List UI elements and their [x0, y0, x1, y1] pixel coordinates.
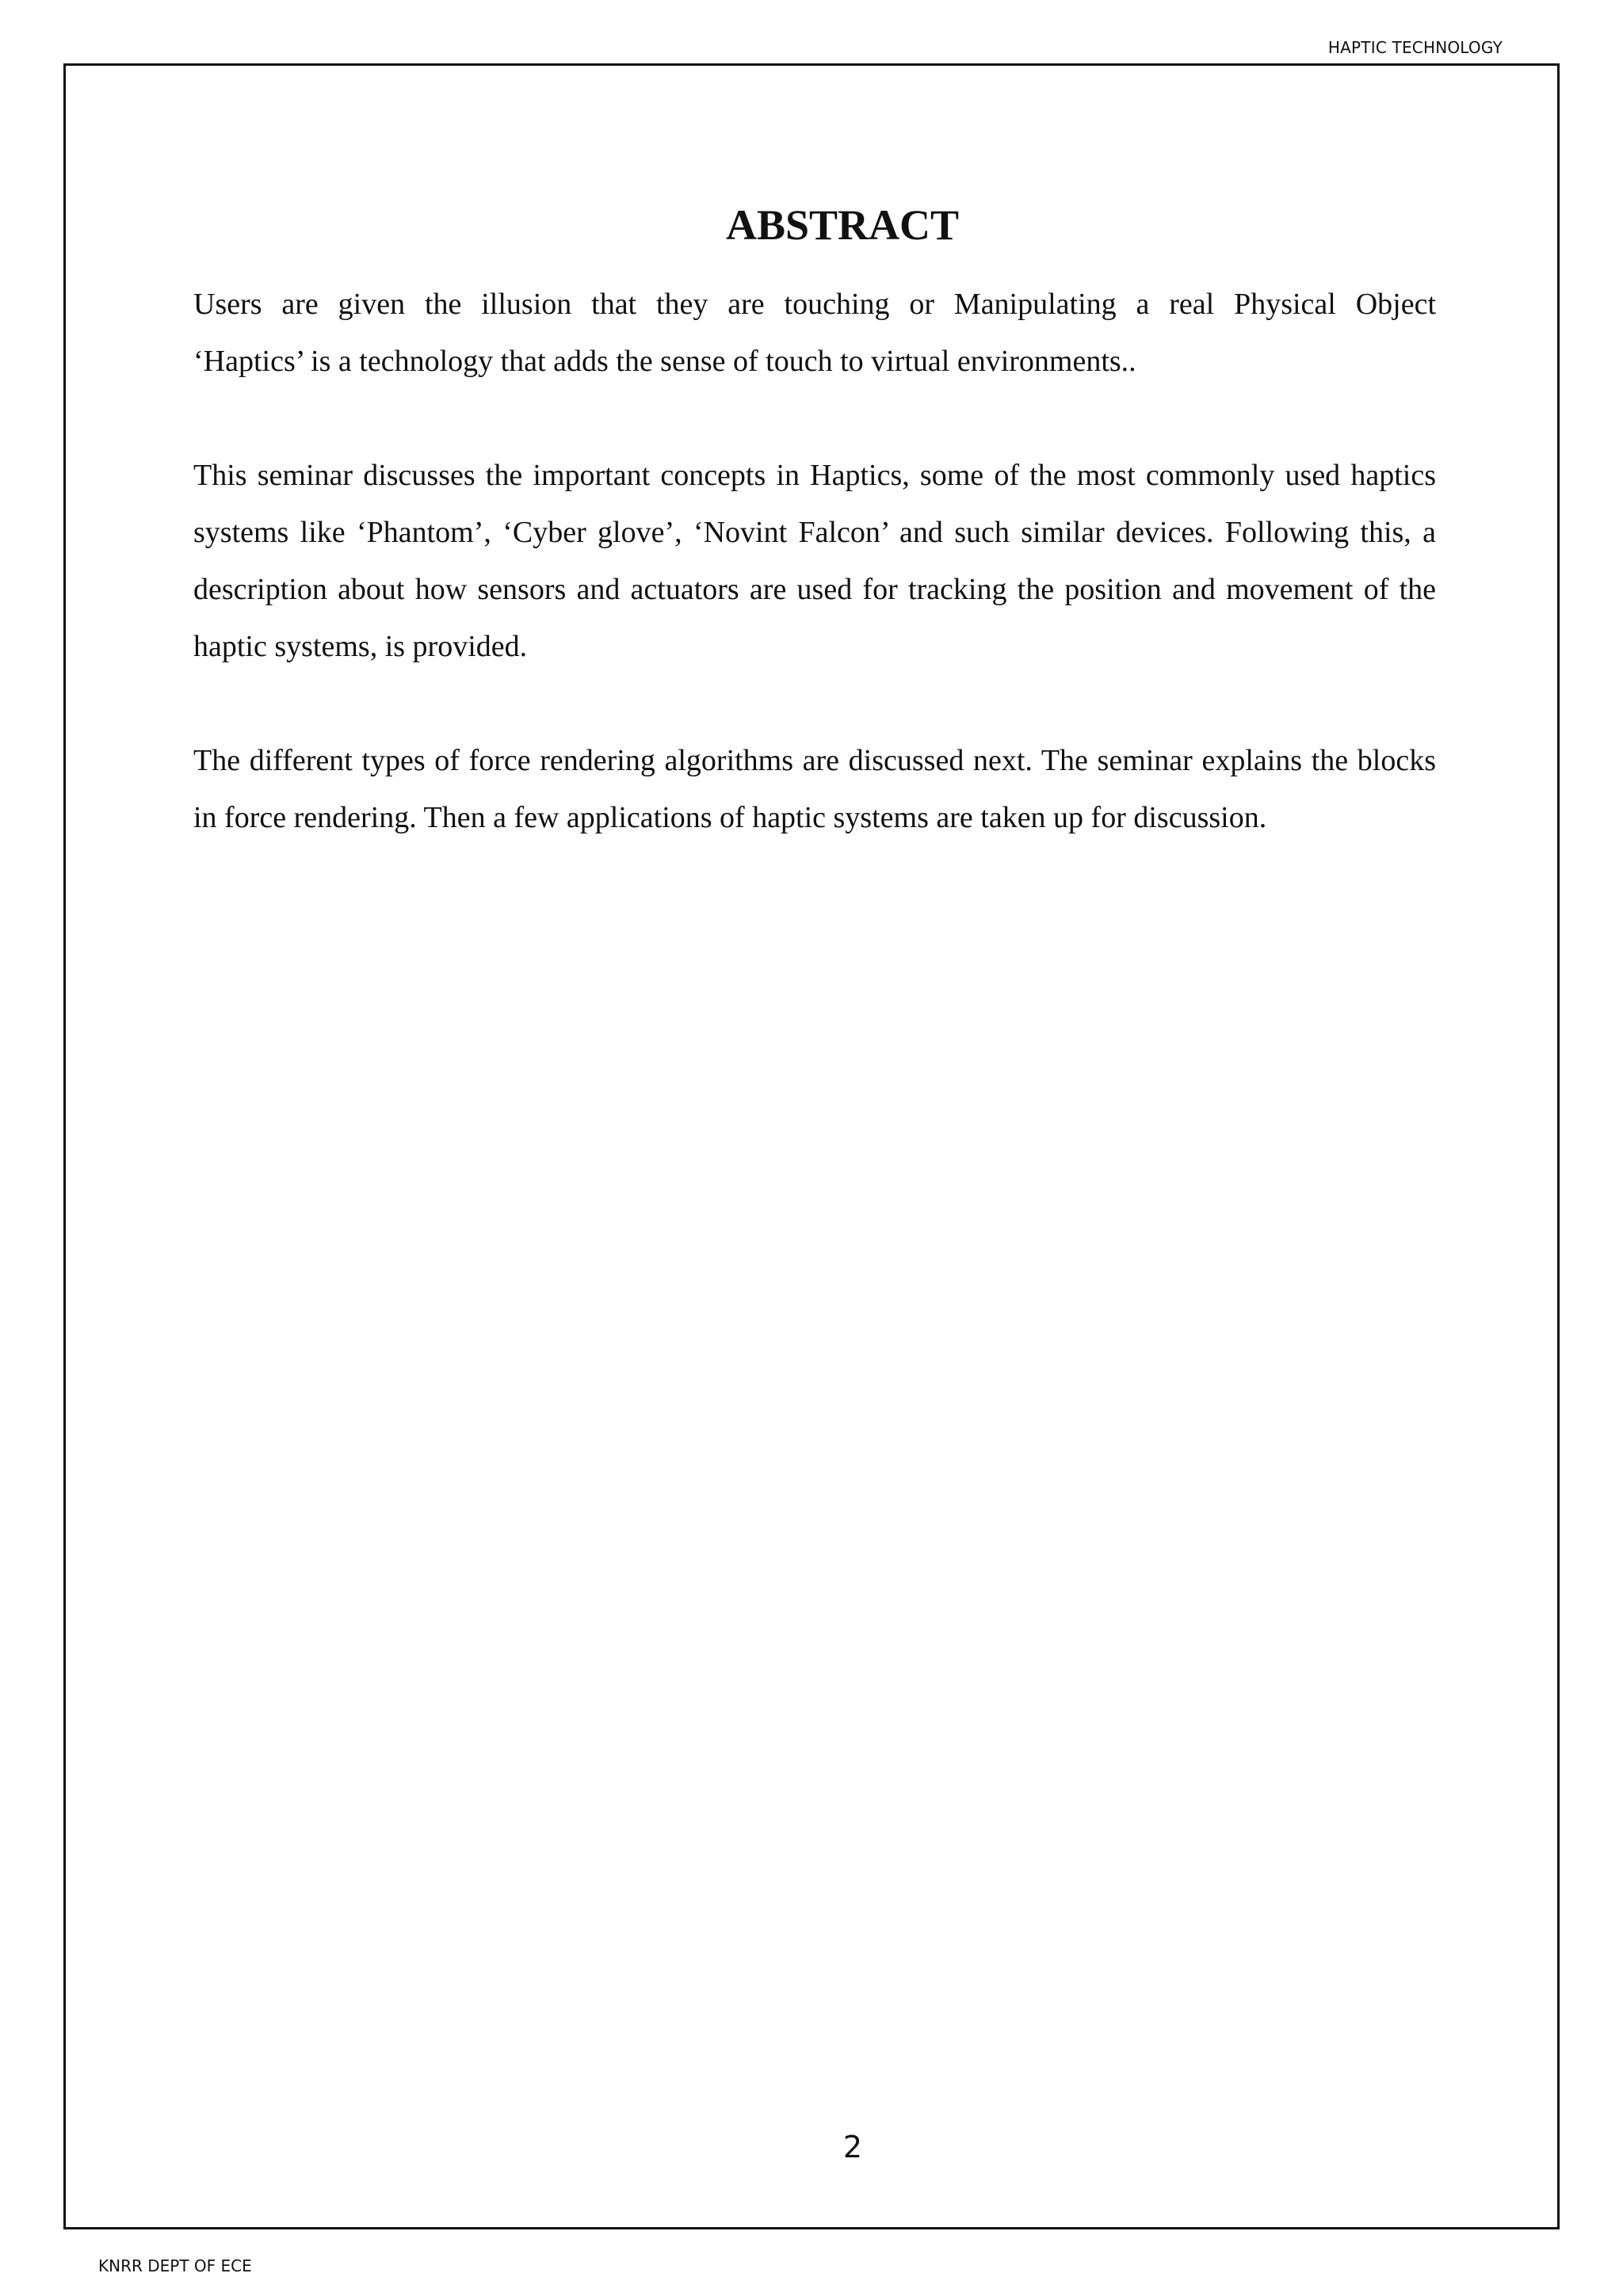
running-header: HAPTIC TECHNOLOGY: [1327, 38, 1503, 57]
abstract-paragraph-3: The different types of force rendering algorithms are discussed next. The seminar explains the blocks in force rendering. Then a few applications of haptic systems are taken up for discussion.: [193, 744, 1436, 834]
page-number: 2: [842, 2130, 863, 2164]
document-body: [193, 193, 1436, 903]
abstract-paragraph-1: [193, 276, 1436, 390]
abstract-paragraph-2: This seminar discusses the important concepts in Haptics, some of the most commonly used haptics systems like ‘Phantom’, ‘Cyber glove’, ‘Novint Falcon’ and such similar devices. Following this, a description about how sensors and actuators are used for tracking the position and movement of the haptic systems, is provided.: [193, 459, 1436, 663]
abstract-paragraph-1-line-1: Users are given the illusion that they are touching or Manipulating a real Physical Object: [193, 288, 1436, 321]
running-footer: KNRR DEPT OF ECE: [98, 2256, 252, 2275]
abstract-paragraph-1-line-2: ‘Haptics’ is a technology that adds the sense of touch to virtual environments..: [193, 345, 1136, 378]
page-title: ABSTRACT: [725, 201, 960, 249]
